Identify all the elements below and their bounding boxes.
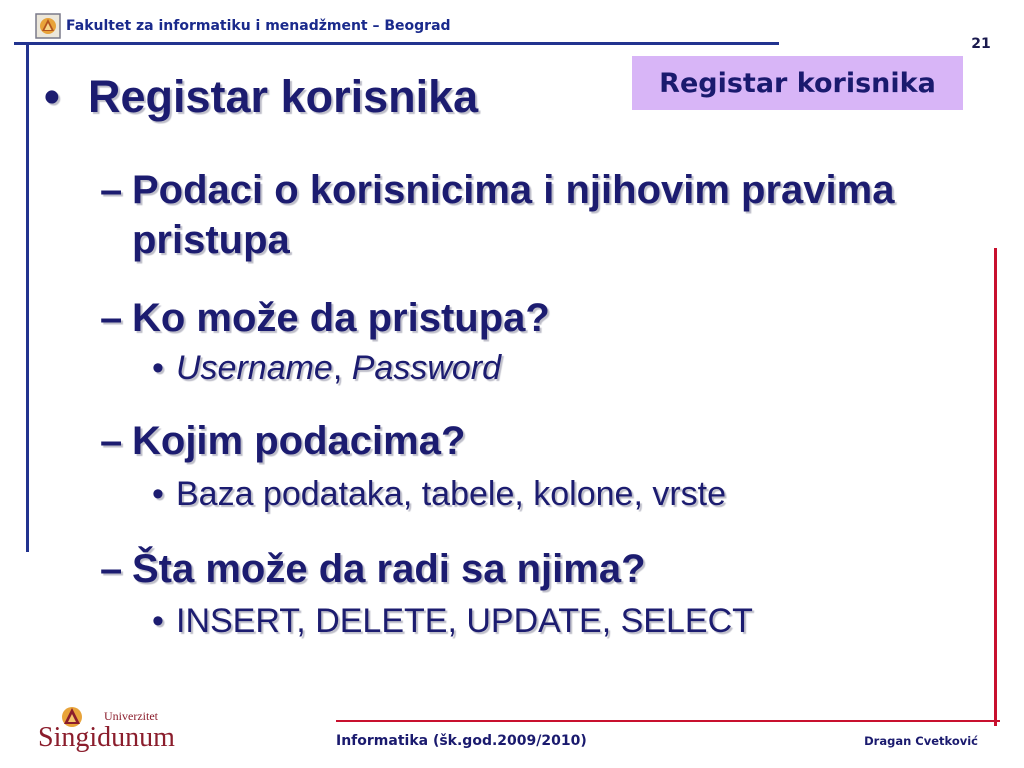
bullet-marker: • <box>152 475 164 513</box>
slide-title: Registar korisnika <box>659 67 936 99</box>
right-vertical-rule <box>994 248 997 726</box>
sub-point <box>100 544 646 594</box>
sub-point-continuation: pristupa <box>132 218 290 262</box>
main-bullet <box>44 70 478 124</box>
detail-text: Password <box>351 349 502 387</box>
sub-point-text: Šta može da radi sa njima? <box>132 547 646 591</box>
author-name: Dragan Cvetković <box>864 734 978 748</box>
bullet-marker: • <box>152 602 164 640</box>
detail-text: INSERT, DELETE, UPDATE, SELECT <box>176 602 753 640</box>
detail-point <box>152 474 726 514</box>
slide-title-box <box>632 56 963 110</box>
dash-marker: – <box>100 547 123 591</box>
footer-rule <box>336 720 1000 722</box>
bullet-marker: • <box>152 349 164 387</box>
left-vertical-rule <box>26 42 29 552</box>
dash-marker: – <box>100 419 123 463</box>
detail-point <box>152 601 753 641</box>
institution-name: Fakultet za informatiku i menadžment – Beograd <box>66 18 451 34</box>
dash-marker: – <box>100 296 123 340</box>
header-rule <box>14 42 779 45</box>
dash-marker: – <box>100 168 123 212</box>
detail-separator: , <box>332 349 352 387</box>
university-caption: Univerzitet <box>104 709 158 723</box>
faculty-logo-icon <box>35 13 61 39</box>
bullet-marker: • <box>44 71 60 122</box>
sub-point <box>100 416 465 466</box>
detail-text: Baza podataka, tabele, kolone, vrste <box>176 475 727 513</box>
university-name: Singidunum <box>38 722 175 753</box>
sub-point-text: Ko može da pristupa? <box>132 296 550 340</box>
sub-point-text: Kojim podacima? <box>132 419 466 463</box>
detail-point <box>152 348 501 388</box>
detail-text: Username <box>176 349 333 387</box>
main-heading: Registar korisnika <box>88 71 479 122</box>
sub-point <box>100 293 550 343</box>
slide-number: 21 <box>971 36 991 52</box>
sub-point-text: Podaci o korisnicima i njihovim pravima <box>132 168 895 212</box>
sub-point <box>100 165 894 215</box>
course-label: Informatika (šk.god.2009/2010) <box>336 733 587 749</box>
